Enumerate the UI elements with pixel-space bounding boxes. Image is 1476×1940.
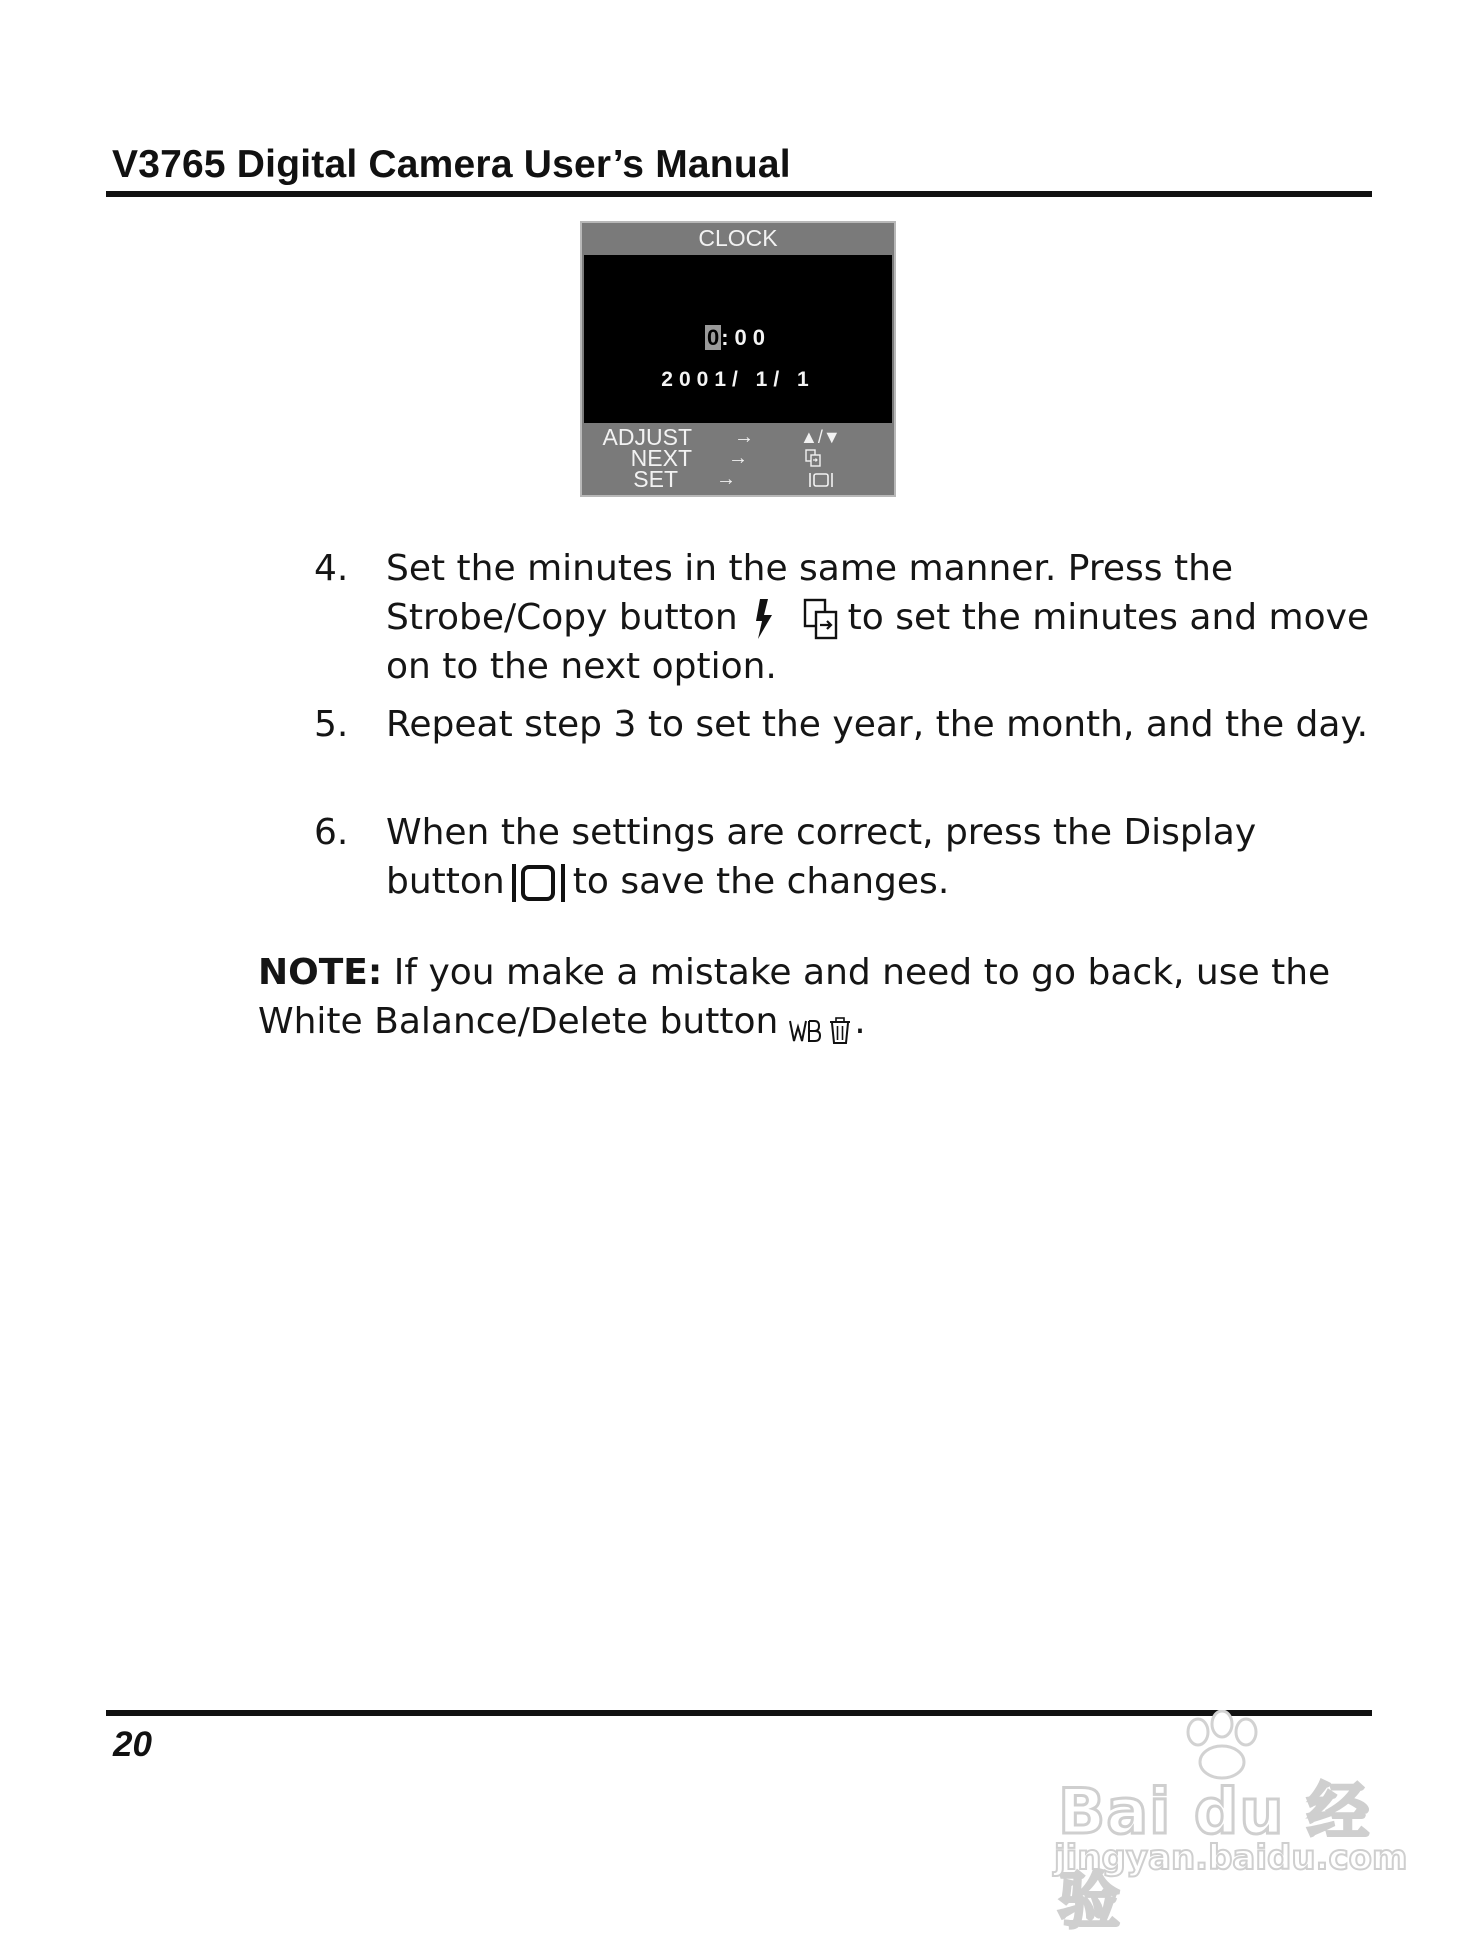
list-item-step-4	[0, 544, 1476, 694]
lcd-row-arrow: →	[728, 447, 748, 469]
lcd-date: 2001/ 1/ 1	[661, 368, 815, 391]
note-end: .	[854, 1001, 866, 1042]
step-text-start: When the settings are correct, press the Display button	[386, 812, 1257, 902]
lcd-time	[584, 325, 892, 351]
lcd-row-label: SET	[633, 466, 678, 492]
display-icon	[509, 862, 569, 904]
page-number: 20	[113, 1725, 152, 1764]
lcd-title: CLOCK	[698, 225, 778, 251]
lcd-row-arrow: →	[716, 468, 736, 490]
list-text: Repeat step 3 to set the year, the month, and the day.	[386, 704, 1369, 745]
step-text-end: to save the changes.	[572, 861, 950, 902]
list-number: 5.	[314, 704, 349, 745]
display-icon	[808, 471, 834, 493]
note-paragraph	[258, 948, 1358, 1046]
note-text: If you make a mistake and need to go back, use the White Balance/Delete button	[258, 952, 1331, 1042]
watermark-url: jingyan.baidu.com	[1054, 1838, 1408, 1878]
lcd-row-arrow: →	[734, 426, 754, 448]
lcd-row-set	[582, 468, 892, 490]
list-item-step-5	[0, 700, 1476, 800]
lcd-time-cursor: 0	[706, 325, 720, 350]
wb-icon	[788, 1009, 822, 1037]
up-down-arrows-icon: ▲/▼	[800, 427, 841, 447]
baidu-watermark	[1040, 1700, 1420, 1937]
page-header-title: V3765 Digital Camera User’s Manual	[112, 143, 791, 186]
lcd-row-adjust	[582, 426, 892, 448]
note-label: NOTE:	[258, 952, 383, 993]
flash-icon	[752, 597, 776, 641]
list-text	[386, 808, 1376, 906]
lcd-display-area	[584, 255, 892, 423]
lcd-row-label: NEXT	[630, 445, 692, 471]
step-text-end: to set the minutes and move on to the next option.	[386, 597, 1370, 687]
list-number: 6.	[314, 812, 349, 853]
step-text-start: Set the minutes in the same manner. Press the Strobe/Copy button	[386, 548, 1234, 638]
lcd-time-rest: :00	[721, 325, 772, 350]
watermark-logo-text: Bai du 经验	[1058, 1775, 1371, 1937]
trash-icon	[828, 1009, 852, 1037]
list-number: 4.	[314, 548, 349, 589]
lcd-row-next	[582, 447, 892, 469]
list-item-step-6	[0, 808, 1476, 908]
lcd-row-label: ADJUST	[602, 424, 692, 450]
copy-icon	[802, 597, 842, 641]
list-text	[386, 544, 1376, 691]
camera-lcd-screenshot	[580, 221, 896, 497]
header-rule	[106, 191, 1372, 197]
